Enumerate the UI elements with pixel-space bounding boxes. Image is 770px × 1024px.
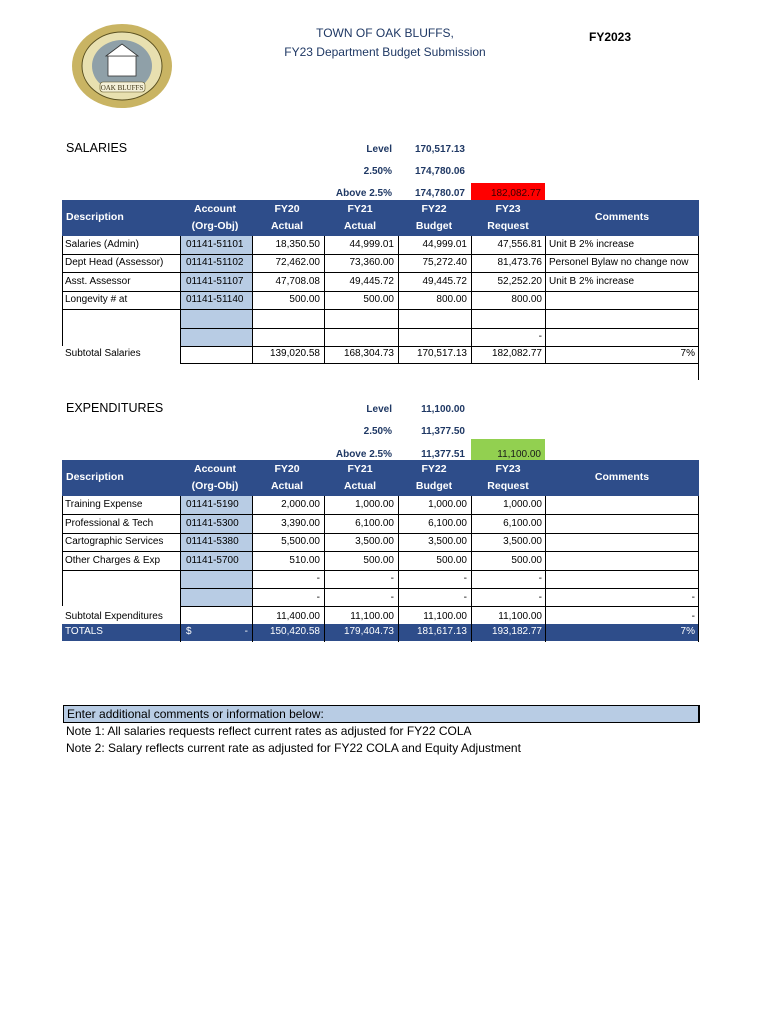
expend-row-desc: Professional & Tech bbox=[65, 518, 154, 529]
salary-row-fy22: 49,445.72 bbox=[422, 276, 467, 287]
col-fy23-1: FY23 bbox=[495, 463, 521, 475]
salary-row-comment: Unit B 2% increase bbox=[549, 239, 635, 250]
totals-acct-value: - bbox=[244, 626, 248, 637]
col-comments: Comments bbox=[594, 211, 650, 223]
salary-row-fy22: 44,999.01 bbox=[422, 239, 467, 250]
expend-row-fy22: - bbox=[463, 573, 467, 584]
salaries-2pct-label: 2.50% bbox=[363, 166, 392, 177]
expend-table-body bbox=[62, 496, 699, 642]
salary-row-fy23: 800.00 bbox=[511, 294, 542, 305]
col-fy22-2: Budget bbox=[415, 220, 453, 232]
col-fy20-1: FY20 bbox=[274, 463, 300, 475]
salary-row-fy22: 800.00 bbox=[436, 294, 467, 305]
salaries-above-value: 174,780.07 bbox=[414, 188, 465, 199]
totals-currency: $ bbox=[186, 626, 192, 637]
salaries-2pct-value: 174,780.06 bbox=[414, 166, 465, 177]
col-fy22-2: Budget bbox=[415, 480, 453, 492]
col-account-2: (Org-Obj) bbox=[191, 220, 239, 232]
salaries-above-label: Above 2.5% bbox=[335, 188, 392, 199]
salaries-subtotal-fy20: 139,020.58 bbox=[269, 348, 320, 359]
document-title-line1: TOWN OF OAK BLUFFS, bbox=[316, 26, 454, 40]
fiscal-year-label: FY2023 bbox=[588, 30, 632, 44]
totals-pct: 7% bbox=[680, 626, 695, 637]
expend-subtotal-label: Subtotal Expenditures bbox=[65, 611, 163, 622]
salary-row-comment: Unit B 2% increase bbox=[549, 276, 635, 287]
expend-subtotal-comment: - bbox=[691, 611, 695, 622]
expend-row-fy22: - bbox=[463, 592, 467, 603]
salary-row-fy22: 75,272.40 bbox=[422, 257, 467, 268]
salary-row-fy20: 72,462.00 bbox=[275, 257, 320, 268]
expend-row-fy23: 500.00 bbox=[511, 555, 542, 566]
totals-fy21: 179,404.73 bbox=[343, 626, 394, 637]
expend-subtotal-fy21: 11,100.00 bbox=[350, 611, 394, 622]
col-fy23-1: FY23 bbox=[495, 203, 521, 215]
salary-row-fy23: 81,473.76 bbox=[497, 257, 542, 268]
expend-above-label: Above 2.5% bbox=[335, 449, 392, 460]
expend-row-fy21: 3,500.00 bbox=[355, 536, 394, 547]
col-fy21-2: Actual bbox=[343, 480, 377, 492]
expend-row-fy20: 2,000.00 bbox=[281, 499, 320, 510]
expend-row-fy22: 6,100.00 bbox=[428, 518, 467, 529]
salary-row-desc: Longevity # at bbox=[65, 294, 128, 305]
salary-row-fy20: 500.00 bbox=[289, 294, 320, 305]
salaries-table-body bbox=[62, 236, 699, 364]
svg-text:OAK BLUFFS: OAK BLUFFS bbox=[100, 84, 144, 92]
salary-row-fy21: 73,360.00 bbox=[349, 257, 394, 268]
col-fy22-1: FY22 bbox=[421, 463, 447, 475]
col-fy20-2: Actual bbox=[270, 480, 304, 492]
salaries-subtotal-fy23: 182,082.77 bbox=[491, 348, 542, 359]
expenditures-section-title: EXPENDITURES bbox=[66, 401, 164, 415]
expend-level-value: 11,100.00 bbox=[421, 404, 465, 415]
salaries-subtotal-label: Subtotal Salaries bbox=[65, 348, 141, 359]
expend-row-acct: 01141-5700 bbox=[186, 555, 239, 566]
expend-row-fy21: - bbox=[390, 592, 394, 603]
expend-row-fy21: - bbox=[390, 573, 394, 584]
totals-fy23: 193,182.77 bbox=[491, 626, 542, 637]
col-account-2: (Org-Obj) bbox=[191, 480, 239, 492]
expend-row-fy22: 3,500.00 bbox=[428, 536, 467, 547]
expend-row-acct: 01141-5300 bbox=[186, 518, 239, 529]
col-fy20-2: Actual bbox=[270, 220, 304, 232]
expend-level-label: Level bbox=[366, 404, 392, 415]
salaries-level-label: Level bbox=[366, 144, 392, 155]
expend-2pct-label: 2.50% bbox=[363, 426, 392, 437]
totals-fy20: 150,420.58 bbox=[269, 626, 320, 637]
expend-row-fy23: 1,000.00 bbox=[503, 499, 542, 510]
expend-row-fy20: 5,500.00 bbox=[281, 536, 320, 547]
expend-row-fy20: - bbox=[316, 592, 320, 603]
town-seal-logo bbox=[70, 22, 175, 110]
salary-row-fy23: 52,252.20 bbox=[497, 276, 542, 287]
expend-row-fy21: 6,100.00 bbox=[355, 518, 394, 529]
salaries-section-title: SALARIES bbox=[66, 141, 128, 155]
salaries-header-row bbox=[62, 200, 699, 236]
expend-flag-value: 11,100.00 bbox=[497, 449, 541, 460]
expend-row-desc: Other Charges & Exp bbox=[65, 555, 161, 566]
col-fy23-2: Request bbox=[487, 480, 529, 492]
expend-row-fy23: - bbox=[538, 592, 542, 603]
col-description: Description bbox=[66, 211, 124, 223]
expend-row-acct: 01141-5190 bbox=[186, 499, 239, 510]
expend-above-value: 11,377.51 bbox=[421, 449, 465, 460]
salary-row-acct: 01141-51102 bbox=[186, 257, 244, 268]
expend-row-desc: Training Expense bbox=[65, 499, 143, 510]
expend-row-desc: Cartographic Services bbox=[65, 536, 164, 547]
salary-row-fy20: 47,708.08 bbox=[275, 276, 320, 287]
col-fy20-1: FY20 bbox=[274, 203, 300, 215]
expend-row-fy23: - bbox=[538, 573, 542, 584]
salary-row-acct: 01141-51140 bbox=[186, 294, 244, 305]
salary-row-comment: Personel Bylaw no change now bbox=[549, 257, 689, 268]
col-fy21-1: FY21 bbox=[347, 203, 373, 215]
totals-fy22: 181,617.13 bbox=[416, 626, 467, 637]
expend-2pct-value: 11,377.50 bbox=[421, 426, 465, 437]
expend-subtotal-fy20: 11,400.00 bbox=[276, 611, 320, 622]
col-account-1: Account bbox=[194, 463, 236, 475]
col-description: Description bbox=[66, 471, 124, 483]
expend-row-fy22: 500.00 bbox=[436, 555, 467, 566]
salary-row-desc: Dept Head (Assessor) bbox=[65, 257, 164, 268]
expend-subtotal-fy23: 11,100.00 bbox=[498, 611, 542, 622]
col-fy22-1: FY22 bbox=[421, 203, 447, 215]
salaries-level-value: 170,517.13 bbox=[414, 144, 465, 155]
document-title-line2: FY23 Department Budget Submission bbox=[284, 45, 486, 59]
salary-row-fy21: 500.00 bbox=[363, 294, 394, 305]
salary-row-acct: 01141-51107 bbox=[186, 276, 244, 287]
salary-row-fy21: 44,999.01 bbox=[349, 239, 394, 250]
expend-header-row bbox=[62, 460, 699, 496]
salaries-subtotal-fy21: 168,304.73 bbox=[343, 348, 394, 359]
salary-row-fy21: 49,445.72 bbox=[349, 276, 394, 287]
expend-row-fy23: 6,100.00 bbox=[503, 518, 542, 529]
col-account-1: Account bbox=[194, 203, 236, 215]
salary-row-desc: Asst. Assessor bbox=[65, 276, 131, 287]
comments-prompt: Enter additional comments or information below: bbox=[67, 707, 324, 721]
salary-row-fy23: - bbox=[538, 331, 542, 342]
expend-row-fy21: 500.00 bbox=[363, 555, 394, 566]
expend-row-fy21: 1,000.00 bbox=[355, 499, 394, 510]
expend-row-comment: - bbox=[691, 592, 695, 603]
expend-row-fy22: 1,000.00 bbox=[428, 499, 467, 510]
col-comments: Comments bbox=[594, 471, 650, 483]
salary-row-fy23: 47,556.81 bbox=[497, 239, 542, 250]
expend-row-fy20: 3,390.00 bbox=[281, 518, 320, 529]
expend-row-fy20: 510.00 bbox=[289, 555, 320, 566]
salaries-subtotal-pct: 7% bbox=[680, 348, 695, 359]
salary-row-fy20: 18,350.50 bbox=[275, 239, 320, 250]
expend-subtotal-fy22: 11,100.00 bbox=[423, 611, 467, 622]
col-fy23-2: Request bbox=[487, 220, 529, 232]
salaries-subtotal-fy22: 170,517.13 bbox=[416, 348, 467, 359]
note-1: Note 1: All salaries requests reflect current rates as adjusted for FY22 COLA bbox=[66, 724, 472, 738]
expend-row-fy20: - bbox=[316, 573, 320, 584]
comments-prompt-box[interactable] bbox=[63, 705, 700, 723]
totals-label: TOTALS bbox=[65, 626, 103, 637]
note-2: Note 2: Salary reflects current rate as adjusted for FY22 COLA and Equity Adjustment bbox=[66, 741, 521, 755]
col-fy21-2: Actual bbox=[343, 220, 377, 232]
expend-row-acct: 01141-5380 bbox=[186, 536, 239, 547]
salary-row-desc: Salaries (Admin) bbox=[65, 239, 139, 250]
expend-row-fy23: 3,500.00 bbox=[503, 536, 542, 547]
salary-row-acct: 01141-51101 bbox=[186, 239, 244, 250]
col-fy21-1: FY21 bbox=[347, 463, 373, 475]
salaries-flag-value: 182,082.77 bbox=[490, 188, 541, 199]
